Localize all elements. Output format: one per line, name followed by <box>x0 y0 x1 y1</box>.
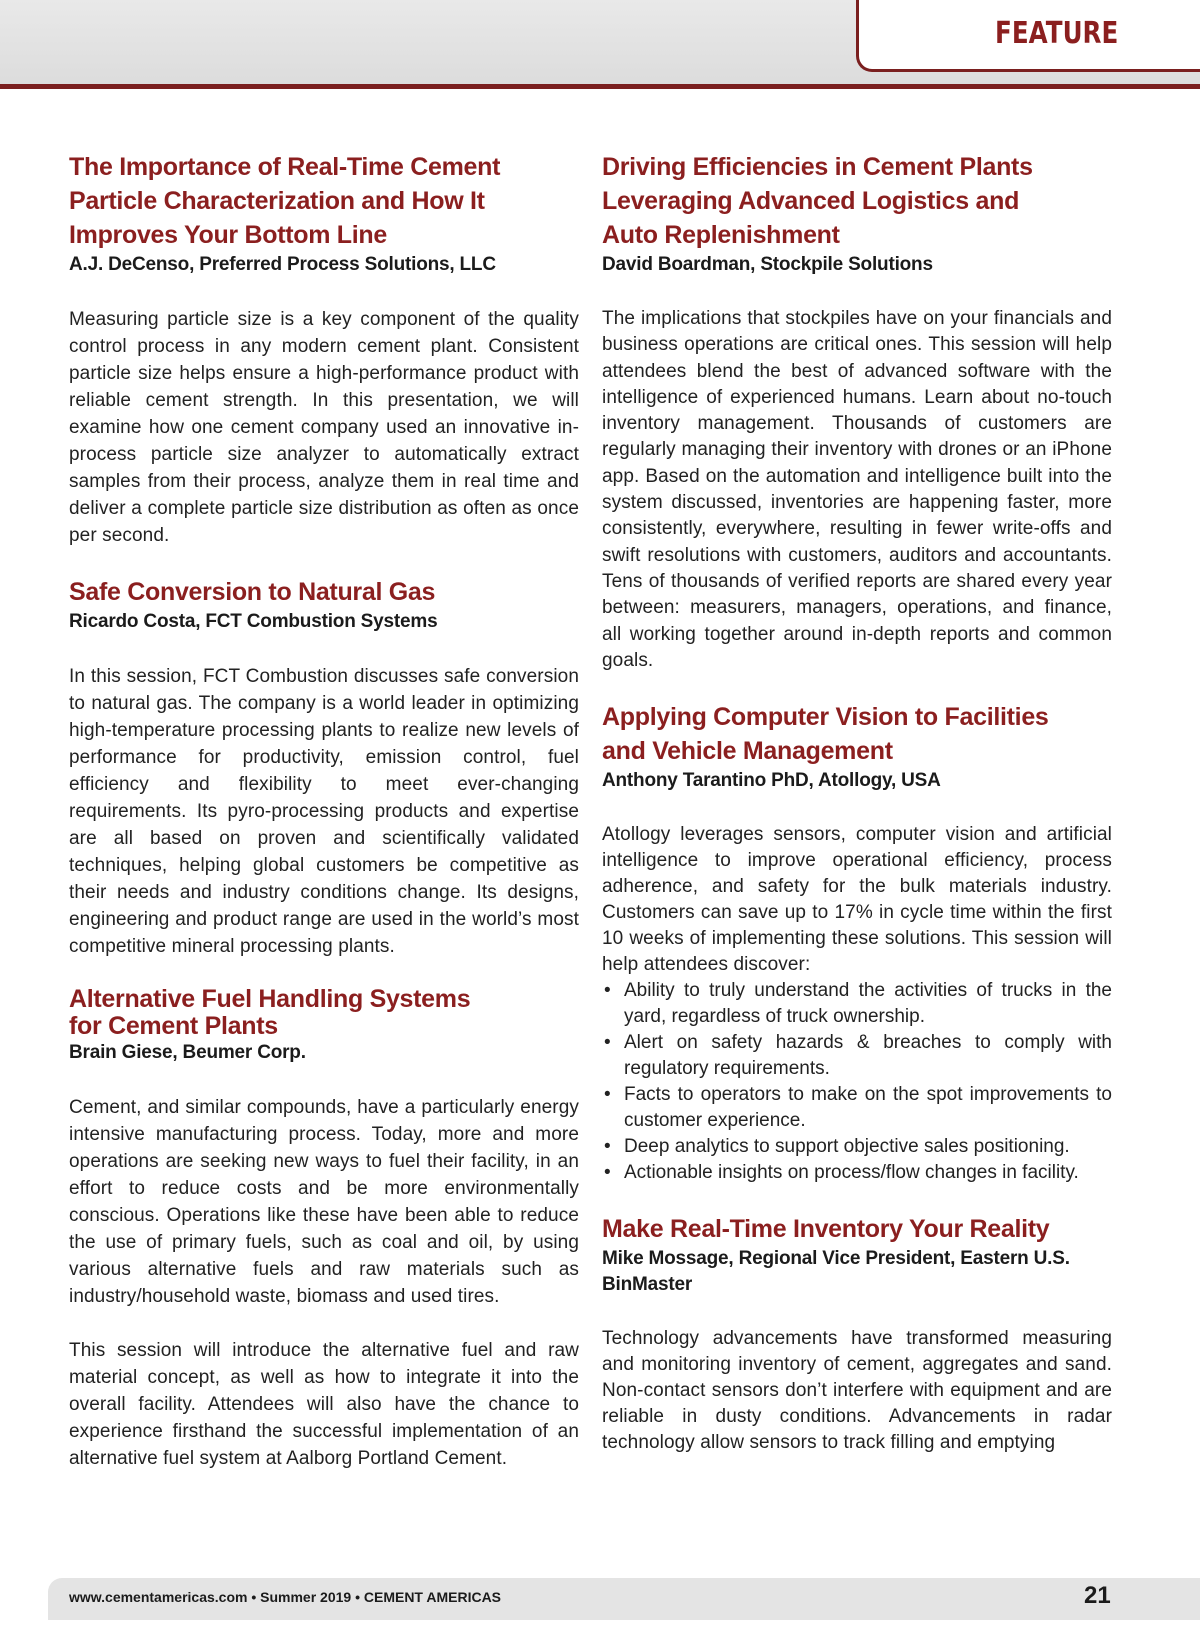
article-alternative-fuel <box>69 986 579 1472</box>
list-item: • Ability to truly understand the activities of trucks in the yard, regardless of truck ownership. <box>604 980 1112 1028</box>
article-title: The Importance of Real-Time Cement Particle Characterization and How It Improves Your Bottom Line <box>69 153 501 249</box>
article-body: The implications that stockpiles have on your financials and business operations are critical ones. This session will help attendees blend the best of advanced software with the intelligence of experienced humans. Learn about no-touch inventory management. Thousands of customers are regularly managing their inventory with drones or an iPhone app. Based on the automation and intelligence built into the system discussed, inventories are happening faster, more consistently, everywhere, resulting in fewer write-offs and swift resolutions with customers, auditors and accountants. Tens of thousands of verified reports are shared every year between: measurers, managers, operations, and finance, all working together around in-depth reports and common goals. <box>602 308 1112 671</box>
article-body: This session will introduce the alternative fuel and raw material concept, as well as how to integrate it into the overall facility. Attendees will also have the chance to experience firsthand the successful implementation of an alternative fuel system at Aalborg Portland Cement. <box>69 1340 579 1469</box>
article-body: Technology advancements have transformed measuring and monitoring inventory of cement, aggregates and sand. Non-contact sensors don’t interfere with equipment and are reliable in dusty conditions. Advancements in radar technology allow sensors to track filling and emptying <box>602 1328 1112 1454</box>
bullet-icon: • <box>604 1032 611 1054</box>
article-body: Measuring particle size is a key component of the quality control process in any modern cement plant. Consistent particle size helps ensure a high-performance product with reliable cement strength. In this presentation, we will examine how one cement company used an innovative in-process particle size analyzer to automatically extract samples from their process, analyze them in real time and deliver a complete particle size distribution as often as once per second. <box>69 309 579 546</box>
article-author: Brain Giese, Beumer Corp. <box>69 1042 306 1063</box>
article-title: Safe Conversion to Natural Gas <box>69 578 436 606</box>
article-computer-vision <box>602 700 1112 1186</box>
article-author: Anthony Tarantino PhD, Atollogy, USA <box>602 770 941 792</box>
article-author: Ricardo Costa, FCT Combustion Systems <box>69 611 438 632</box>
article-title: Applying Computer Vision to Facilities and Vehicle Management <box>602 703 1049 766</box>
bullet-icon: • <box>604 1084 611 1106</box>
list-item: • Actionable insights on process/flow changes in facility. <box>602 1160 1112 1186</box>
article-body: Cement, and similar compounds, have a particularly energy intensive manufacturing process. Today, more and more operations are seeking new ways to fuel their facility, in an effort to reduce costs and be more environmentally conscious. Operations like these have been able to reduce the use of primary fuels, such as coal and oil, by using various alternative fuels and raw materials such as industry/household waste, biomass and used tires. <box>69 1097 579 1307</box>
list-item: • Alert on safety hazards & breaches to comply with regulatory requirements. <box>604 1032 1112 1080</box>
footer-publication-info: www.cementamericas.com • Summer 2019 • CEMENT AMERICAS <box>69 1589 502 1605</box>
article-author: A.J. DeCenso, Preferred Process Solutions, LLC <box>69 254 496 275</box>
article-body: Atollogy leverages sensors, computer vision and artificial intelligence to improve operational efficiency, process adherence, and safety for the bulk materials industry. Customers can save up to 17% in cycle time within the first 10 weeks of implementing these solutions. This session will help attendees discover: <box>602 824 1112 976</box>
page-number: 21 <box>1084 1582 1111 1609</box>
bullet-icon: • <box>604 980 611 1002</box>
article-inventory <box>602 1212 1112 1456</box>
list-item: • Facts to operators to make on the spot improvements to customer experience. <box>604 1084 1112 1132</box>
article-title: Make Real-Time Inventory Your Reality <box>602 1215 1050 1244</box>
section-label: FEATURE <box>994 16 1118 51</box>
article-body: In this session, FCT Combustion discusses safe conversion to natural gas. The company is a world leader in optimizing high-temperature processing plants to realize new levels of performance for productivity, emission control, fuel efficiency and flexibility to meet ever-changing requirements. Its pyro-processing products and expertise are all based on proven and scientifically validated techniques, helping global customers be competitive as their needs and industry conditions change. Its designs, engineering and product range are used in the world’s most competitive mineral processing plants. <box>69 666 579 957</box>
bullet-list <box>602 978 1112 1186</box>
bullet-icon: • <box>604 1136 611 1158</box>
article-particle-characterization <box>69 150 579 549</box>
list-item: • Deep analytics to support objective sales positioning. <box>602 1134 1112 1160</box>
header-rule <box>0 84 1200 89</box>
article-natural-gas <box>69 575 579 960</box>
article-title: Alternative Fuel Handling Systems for Cement Plants <box>69 985 471 1040</box>
article-title: Driving Efficiencies in Cement Plants Leveraging Advanced Logistics and Auto Replenishment <box>602 153 1033 249</box>
article-author: David Boardman, Stockpile Solutions <box>602 254 933 275</box>
article-logistics <box>602 150 1112 674</box>
article-author: Mike Mossage, Regional Vice President, Eastern U.S. BinMaster <box>602 1248 1070 1296</box>
left-column <box>69 150 579 1498</box>
right-column <box>602 150 1112 1482</box>
feature-tab <box>856 0 1200 72</box>
bullet-icon: • <box>604 1162 611 1184</box>
